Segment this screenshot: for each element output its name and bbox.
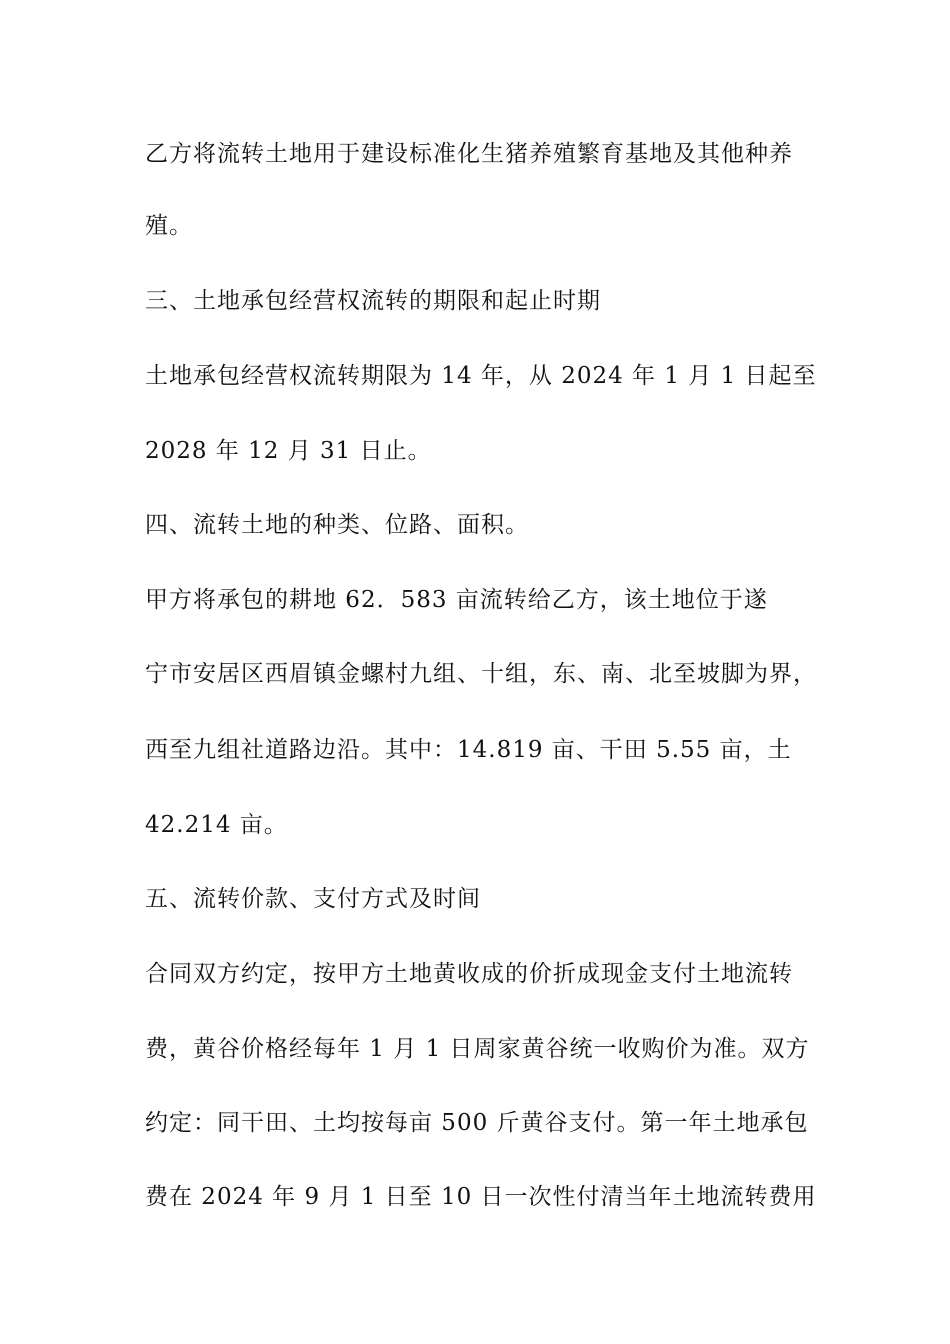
section-heading: 四、流转土地的种类、位路、面积。	[145, 512, 529, 538]
paragraph-line: 约定：同干田、土均按每亩 500 斤黄谷支付。第一年土地承包	[145, 1110, 809, 1136]
paragraph-line: 乙方将流转土地用于建设标准化生猪养殖繁育基地及其他种养	[145, 141, 793, 167]
paragraph-line: 土地承包经营权流转期限为 14 年，从 2024 年 1 月 1 日起至	[145, 363, 817, 389]
paragraph-line: 2028 年 12 月 31 日止。	[145, 438, 432, 464]
paragraph-line: 甲方将承包的耕地 62．583 亩流转给乙方，该土地位于遂	[145, 587, 768, 613]
paragraph-line: 西至九组社道路边沿。其中：14.819 亩、干田 5.55 亩，土	[145, 737, 792, 763]
section-heading: 五、流转价款、支付方式及时间	[145, 886, 481, 912]
paragraph-line: 费在 2024 年 9 月 1 日至 10 日一次性付清当年土地流转费用	[145, 1184, 817, 1210]
paragraph-line: 42.214 亩。	[145, 812, 288, 838]
paragraph-line: 费，黄谷价格经每年 1 月 1 日周家黄谷统一收购价为准。双方	[145, 1036, 810, 1062]
paragraph-line: 殖。	[145, 213, 193, 239]
paragraph-line: 合同双方约定，按甲方土地黄收成的价折成现金支付土地流转	[145, 961, 793, 987]
paragraph-line: 宁市安居区西眉镇金螺村九组、十组，东、南、北至坡脚为界，	[145, 661, 817, 687]
section-heading: 三、土地承包经营权流转的期限和起止时期	[145, 288, 601, 314]
